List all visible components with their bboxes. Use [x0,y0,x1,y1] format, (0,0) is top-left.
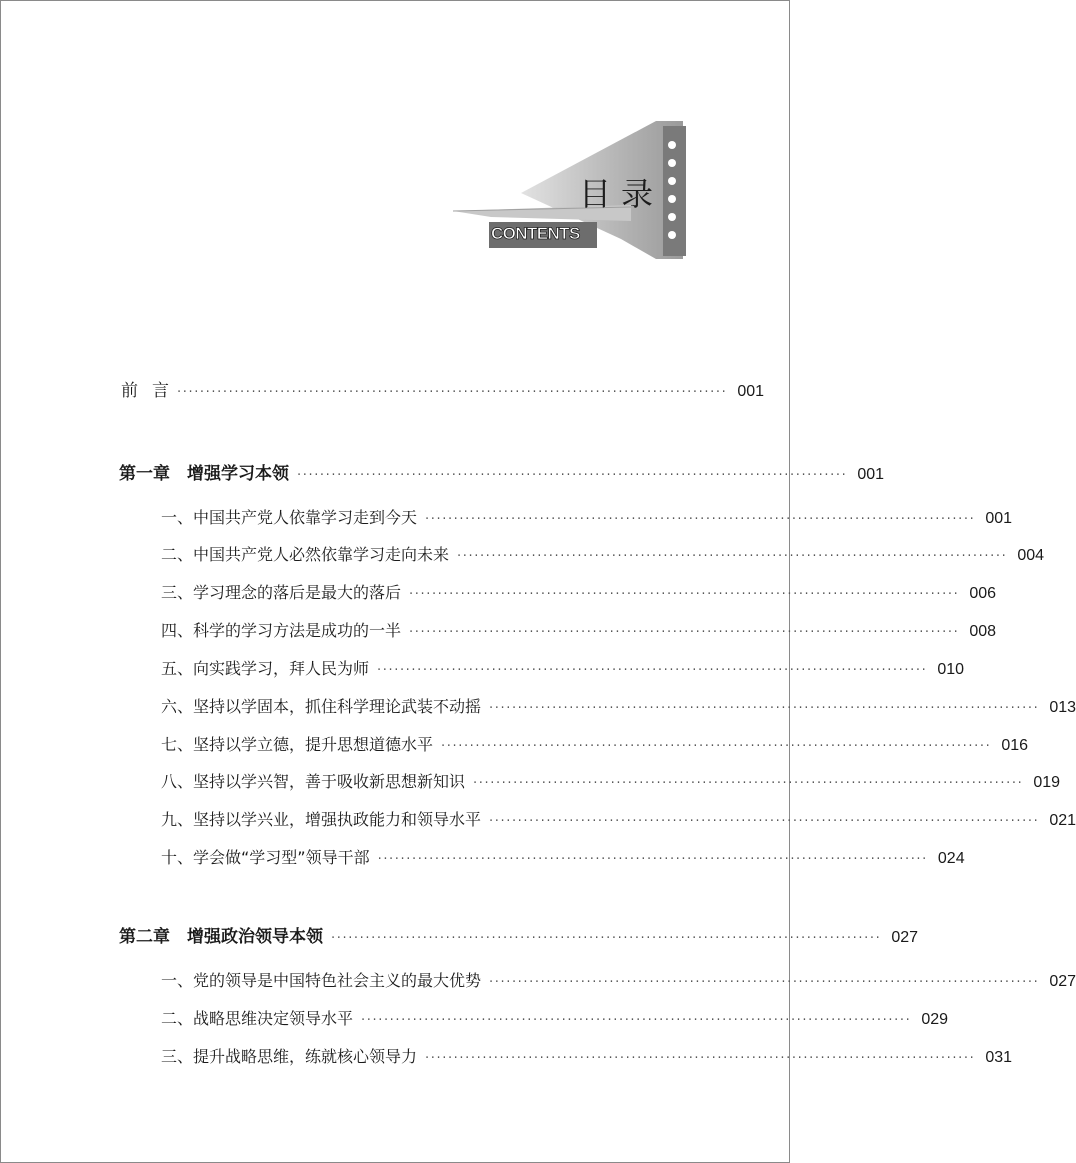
toc-section[interactable] [161,1006,949,1029]
toc-page-number: 006 [969,585,997,602]
film-hole [668,231,676,239]
leader-dots: ································································································ [425,512,976,527]
toc-page-number: 001 [737,383,765,400]
contents-title: 目录 [579,175,664,213]
section-title: 三、提升战略思维，练就核心领导力 [161,1047,418,1066]
leader-dots: ································································································ [457,549,1008,564]
film-hole [668,141,676,149]
section-title: 一、中国共产党人依靠学习走到今天 [161,508,418,527]
section-title: 二、中国共产党人必然依靠学习走向未来 [161,545,450,564]
leader-dots: ································································································ [297,468,848,483]
toc-page-number: 031 [985,1049,1013,1066]
toc-chapter-2[interactable] [119,922,919,947]
toc-entry-label: 前言 [121,381,183,401]
toc-page-number: 027 [1049,973,1076,990]
section-title: 六、坚持以学固本，抓住科学理论武装不动摇 [161,697,482,716]
leader-dots: ································································································ [489,701,1040,716]
toc-page-number: 001 [857,466,885,483]
leader-dots: ································································································ [489,814,1040,829]
leader-dots: ································································································ [177,385,728,400]
toc-page-number: 010 [937,661,965,678]
toc-page-number: 024 [937,850,965,867]
leader-dots: ································································································ [409,587,960,602]
leader-dots: ································································································ [441,739,992,754]
toc-section[interactable] [161,618,997,641]
section-title: 四、科学的学习方法是成功的一半 [161,621,402,640]
section-title: 九、坚持以学兴业，增强执政能力和领导水平 [161,810,482,829]
toc-page-number: 029 [921,1011,949,1028]
film-hole [668,177,676,185]
toc-page-number: 013 [1049,699,1076,716]
toc-section[interactable] [161,845,965,868]
toc-section[interactable] [161,656,965,679]
toc-page-number: 016 [1001,737,1029,754]
leader-dots: ································································································ [489,975,1040,990]
toc-section[interactable] [161,807,1076,830]
leader-dots: ································································································ [331,931,882,946]
leader-dots: ································································································ [425,1051,976,1066]
section-title: 三、学习理念的落后是最大的落后 [161,583,402,602]
section-title: 一、党的领导是中国特色社会主义的最大优势 [161,971,482,990]
leader-dots: ································································································ [361,1013,912,1028]
toc-section[interactable] [161,968,1076,991]
leader-dots: ································································································ [473,776,1024,791]
toc-section[interactable] [161,580,997,603]
chapter-title: 第二章 增强政治领导本领 [119,927,323,947]
toc-section[interactable] [161,694,1076,717]
film-hole [668,195,676,203]
leader-dots: ································································································ [409,625,960,640]
film-hole [668,213,676,221]
section-title: 十、学会做“学习型”领导干部 [161,848,370,867]
toc-section[interactable] [161,505,1013,528]
toc-section[interactable] [161,542,1045,565]
toc-section[interactable] [161,732,1029,755]
contents-subtitle: CONTENTS [491,224,580,243]
section-title: 二、战略思维决定领导水平 [161,1009,354,1028]
toc-section[interactable] [161,1044,1013,1067]
toc-page-number: 027 [891,929,919,946]
toc-chapter-1[interactable] [119,459,885,484]
toc-page-number: 019 [1033,774,1061,791]
toc-page-number: 021 [1049,812,1076,829]
leader-dots: ································································································ [377,663,928,678]
chapter-title: 第一章 增强学习本领 [119,464,289,484]
toc-section[interactable] [161,769,1061,792]
section-title: 八、坚持以学兴智，善于吸收新思想新知识 [161,772,466,791]
section-title: 五、向实践学习，拜人民为师 [161,659,370,678]
toc-page-number: 004 [1017,547,1045,564]
leader-dots: ································································································ [377,852,928,867]
toc-page-number: 008 [969,623,997,640]
section-title: 七、坚持以学立德，提升思想道德水平 [161,735,434,754]
toc-page-number: 001 [985,510,1013,527]
toc-entry-preface[interactable] [121,376,765,401]
film-hole [668,159,676,167]
